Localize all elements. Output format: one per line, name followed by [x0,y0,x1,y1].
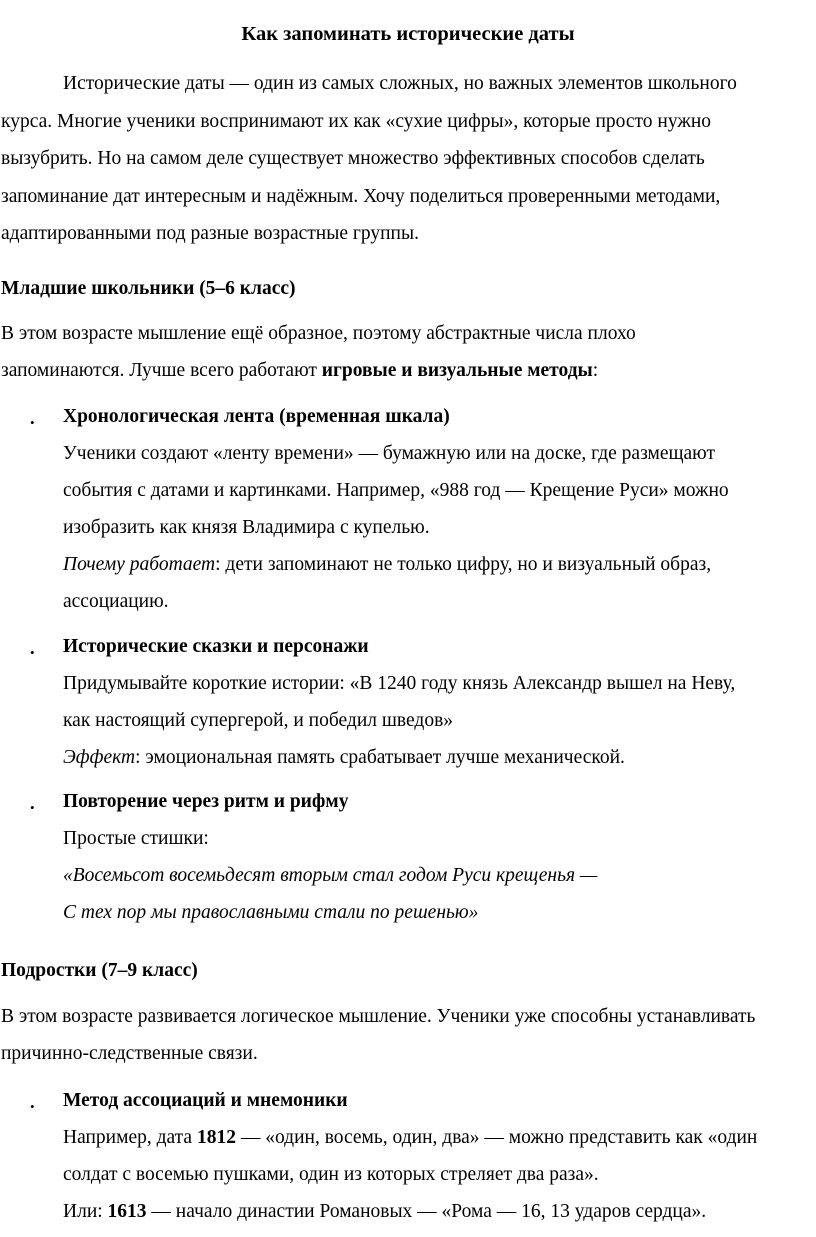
intro-line: адаптированными под разные возрастные группы. [1,223,419,244]
text: — «один, восемь, один, два» — можно представить как «один [235,1127,758,1148]
section-heading-junior: Младшие школьники (5–6 класс) [1,278,296,299]
intro-line: запоминание дат интересным и надёжным. Хочу поделиться проверенными методами, [1,185,721,207]
paragraph-line: В этом возрасте мышление ещё образное, поэтому абстрактные числа плохо [1,323,636,344]
emphasis-text: игровые и визуальные методы [321,360,593,381]
verse-text: С тех пор мы православными стали по решенью» [63,902,479,923]
bullet-icon: • [30,415,35,430]
intro-line: Исторические даты — один из самых сложных, но важных элементов школьного [63,73,737,94]
bullet-icon: • [30,645,35,660]
verse-line [63,894,815,931]
note-label: Почему работает [63,554,216,575]
list-item-line [63,1119,815,1156]
list-item-line: события с датами и картинками. Например, «988 год — Крещение Руси» можно [63,480,729,501]
intro-line: вызубрить. Но на самом деле существует множество эффективных способов сделать [1,148,705,169]
list-item-line: Простые стишки: [63,828,209,849]
list-item-title [63,783,815,820]
note-text: : дети запоминают не только цифру, но и визуальный образ, [215,554,712,575]
list-item-note [63,546,815,583]
list-item-title [63,398,815,435]
date-emphasis: 1613 [107,1201,147,1222]
list-item-line: солдат с восемью пушками, один из которых стреляет два раза». [63,1164,599,1185]
list-item-title-text: Хронологическая лента (временная шкала) [63,406,450,427]
note-text: : эмоциональная память срабатывает лучше механической. [135,747,625,768]
verse-line [63,857,815,894]
note-label: Эффект [63,747,136,768]
section-heading-teen: Подростки (7–9 класс) [1,960,198,981]
list-item-line: Придумывайте короткие истории: «В 1240 году князь Александр вышел на Неву, [63,673,736,694]
bullet-icon: • [30,800,35,815]
intro-paragraph [1,65,809,253]
date-emphasis: 1812 [196,1127,236,1148]
text: Или: [63,1201,108,1222]
list-item-rhyme [63,783,815,931]
list-item-title [63,1082,815,1119]
list-item-line: как настоящий супергерой, и победил шведов» [63,710,454,731]
list-item-timeline [63,398,815,620]
paragraph-line: В этом возрасте развивается логическое мышление. Ученики уже способны устанавливать [1,1006,756,1027]
list-item-mnemonics [63,1082,815,1230]
page-title: Как запоминать исторические даты [241,23,575,45]
section-paragraph-teen [1,998,813,1072]
section-paragraph-junior [1,315,813,389]
text: — начало династии Романовых — «Рома — 16, 13 ударов сердца». [146,1201,707,1222]
list-item-title [63,628,815,665]
list-item-title-text: Исторические сказки и персонажи [63,636,369,657]
list-item-line: ассоциацию. [63,591,169,612]
list-item-line [63,1193,815,1230]
intro-line: курса. Многие ученики воспринимают их как «сухие цифры», которые просто нужно [1,110,712,132]
bullet-icon: • [30,1099,35,1114]
paragraph-text: : [592,360,599,381]
list-item-line: изобразить как князя Владимира с купелью. [63,517,430,538]
paragraph-line: причинно-следственные связи. [1,1043,258,1064]
list-item-title-text: Повторение через ритм и рифму [63,791,349,812]
list-item-note [63,739,815,776]
verse-text: «Восемьсот восемьдесят вторым стал годом Руси крещенья — [63,865,598,886]
paragraph-line [1,352,813,389]
list-item-stories [63,628,815,776]
list-item-line: Ученики создают «ленту времени» — бумажную или на доске, где размещают [63,443,715,464]
text: Например, дата [63,1127,197,1148]
list-item-title-text: Метод ассоциаций и мнемоники [63,1090,348,1111]
paragraph-text: запоминаются. Лучше всего работают [1,360,322,381]
